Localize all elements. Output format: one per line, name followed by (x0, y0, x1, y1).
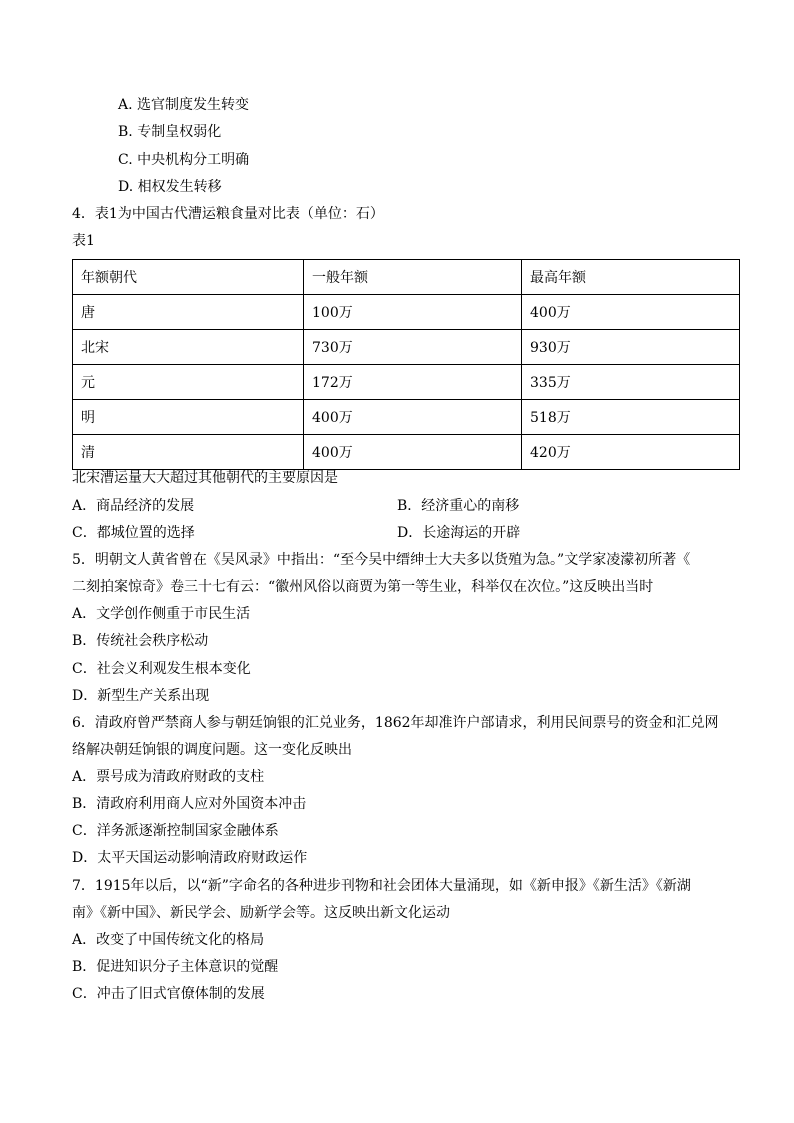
q4-option-b: B．经济重心的南移 (397, 498, 520, 514)
q6-stem-line2: 络解决朝廷饷银的调度问题。这一变化反映出 (72, 742, 352, 758)
q4-table-caption: 表1 (72, 233, 95, 249)
table-cell: 172万 (304, 365, 522, 400)
q3-option-b: B. 专制皇权弱化 (118, 124, 222, 140)
table-cell: 730万 (304, 330, 522, 365)
table-cell: 100万 (304, 295, 522, 330)
q6-option-c: C．洋务派逐渐控制国家金融体系 (72, 823, 279, 839)
q5-option-a: A．文学创作侧重于市民生活 (72, 606, 251, 622)
q5-option-c: C．社会义利观发生根本变化 (72, 661, 251, 677)
table-header-cell: 年额朝代 (73, 260, 304, 295)
grain-transport-table (72, 259, 740, 470)
table-cell: 335万 (522, 365, 740, 400)
q7-option-a: A．改变了中国传统文化的格局 (72, 932, 265, 948)
table-header-cell: 一般年额 (304, 260, 522, 295)
table-header-cell: 最高年额 (522, 260, 740, 295)
q4-stem: 4．表1为中国古代漕运粮食量对比表（单位：石） (72, 206, 384, 222)
q7-stem-line2: 南》《新中国》、新民学会、励新学会等。这反映出新文化运动 (72, 905, 450, 921)
table-cell: 明 (73, 400, 304, 435)
q6-option-b: B．清政府利用商人应对外国资本冲击 (72, 796, 307, 812)
table-cell: 400万 (304, 400, 522, 435)
q7-option-b: B．促进知识分子主体意识的觉醒 (72, 959, 279, 975)
q5-option-d: D．新型生产关系出现 (72, 688, 210, 704)
table-cell: 518万 (522, 400, 740, 435)
table-cell: 400万 (522, 295, 740, 330)
q3-option-d: D. 相权发生转移 (118, 179, 222, 195)
q4-option-a: A．商品经济的发展 (72, 498, 195, 514)
q4-question: 北宋漕运量大大超过其他朝代的主要原因是 (72, 470, 338, 486)
q3-option-a: A. 选官制度发生转变 (118, 97, 250, 113)
q4-option-c: C．都城位置的选择 (72, 525, 195, 541)
table-row (73, 400, 740, 435)
table-row (73, 365, 740, 400)
table-cell: 400万 (304, 435, 522, 470)
table-row (73, 295, 740, 330)
q5-stem-line2: 二刻拍案惊奇》卷三十七有云：“徽州风俗以商贾为第一等生业，科举仅在次位。”这反映出当时 (72, 579, 654, 595)
table-row (73, 435, 740, 470)
q3-option-c: C. 中央机构分工明确 (118, 152, 250, 168)
table-cell: 北宋 (73, 330, 304, 365)
q7-option-c: C．冲击了旧式官僚体制的发展 (72, 986, 265, 1002)
table-cell: 930万 (522, 330, 740, 365)
table-row (73, 330, 740, 365)
q5-stem-line1: 5．明朝文人黄省曾在《吴风录》中指出：“至今吴中缙绅士大夫多以货殖为急。”文学家凌濛初所著《 (72, 552, 691, 568)
table-cell: 420万 (522, 435, 740, 470)
table-cell: 清 (73, 435, 304, 470)
q5-option-b: B．传统社会秩序松动 (72, 633, 209, 649)
q7-stem-line1: 7．1915年以后，以“新”字命名的各种进步刊物和社会团体大量涌现，如《新申报》《新生活》《新湖 (72, 878, 691, 894)
table-cell: 唐 (73, 295, 304, 330)
table-cell: 元 (73, 365, 304, 400)
q4-option-d: D．长途海运的开辟 (397, 525, 521, 541)
q6-option-a: A．票号成为清政府财政的支柱 (72, 769, 265, 785)
q6-option-d: D．太平天国运动影响清政府财政运作 (72, 850, 308, 866)
table-header-row (73, 260, 740, 295)
q6-stem-line1: 6．清政府曾严禁商人参与朝廷饷银的汇兑业务，1862年却准许户部请求，利用民间票号的资金和汇兑网 (72, 715, 719, 731)
